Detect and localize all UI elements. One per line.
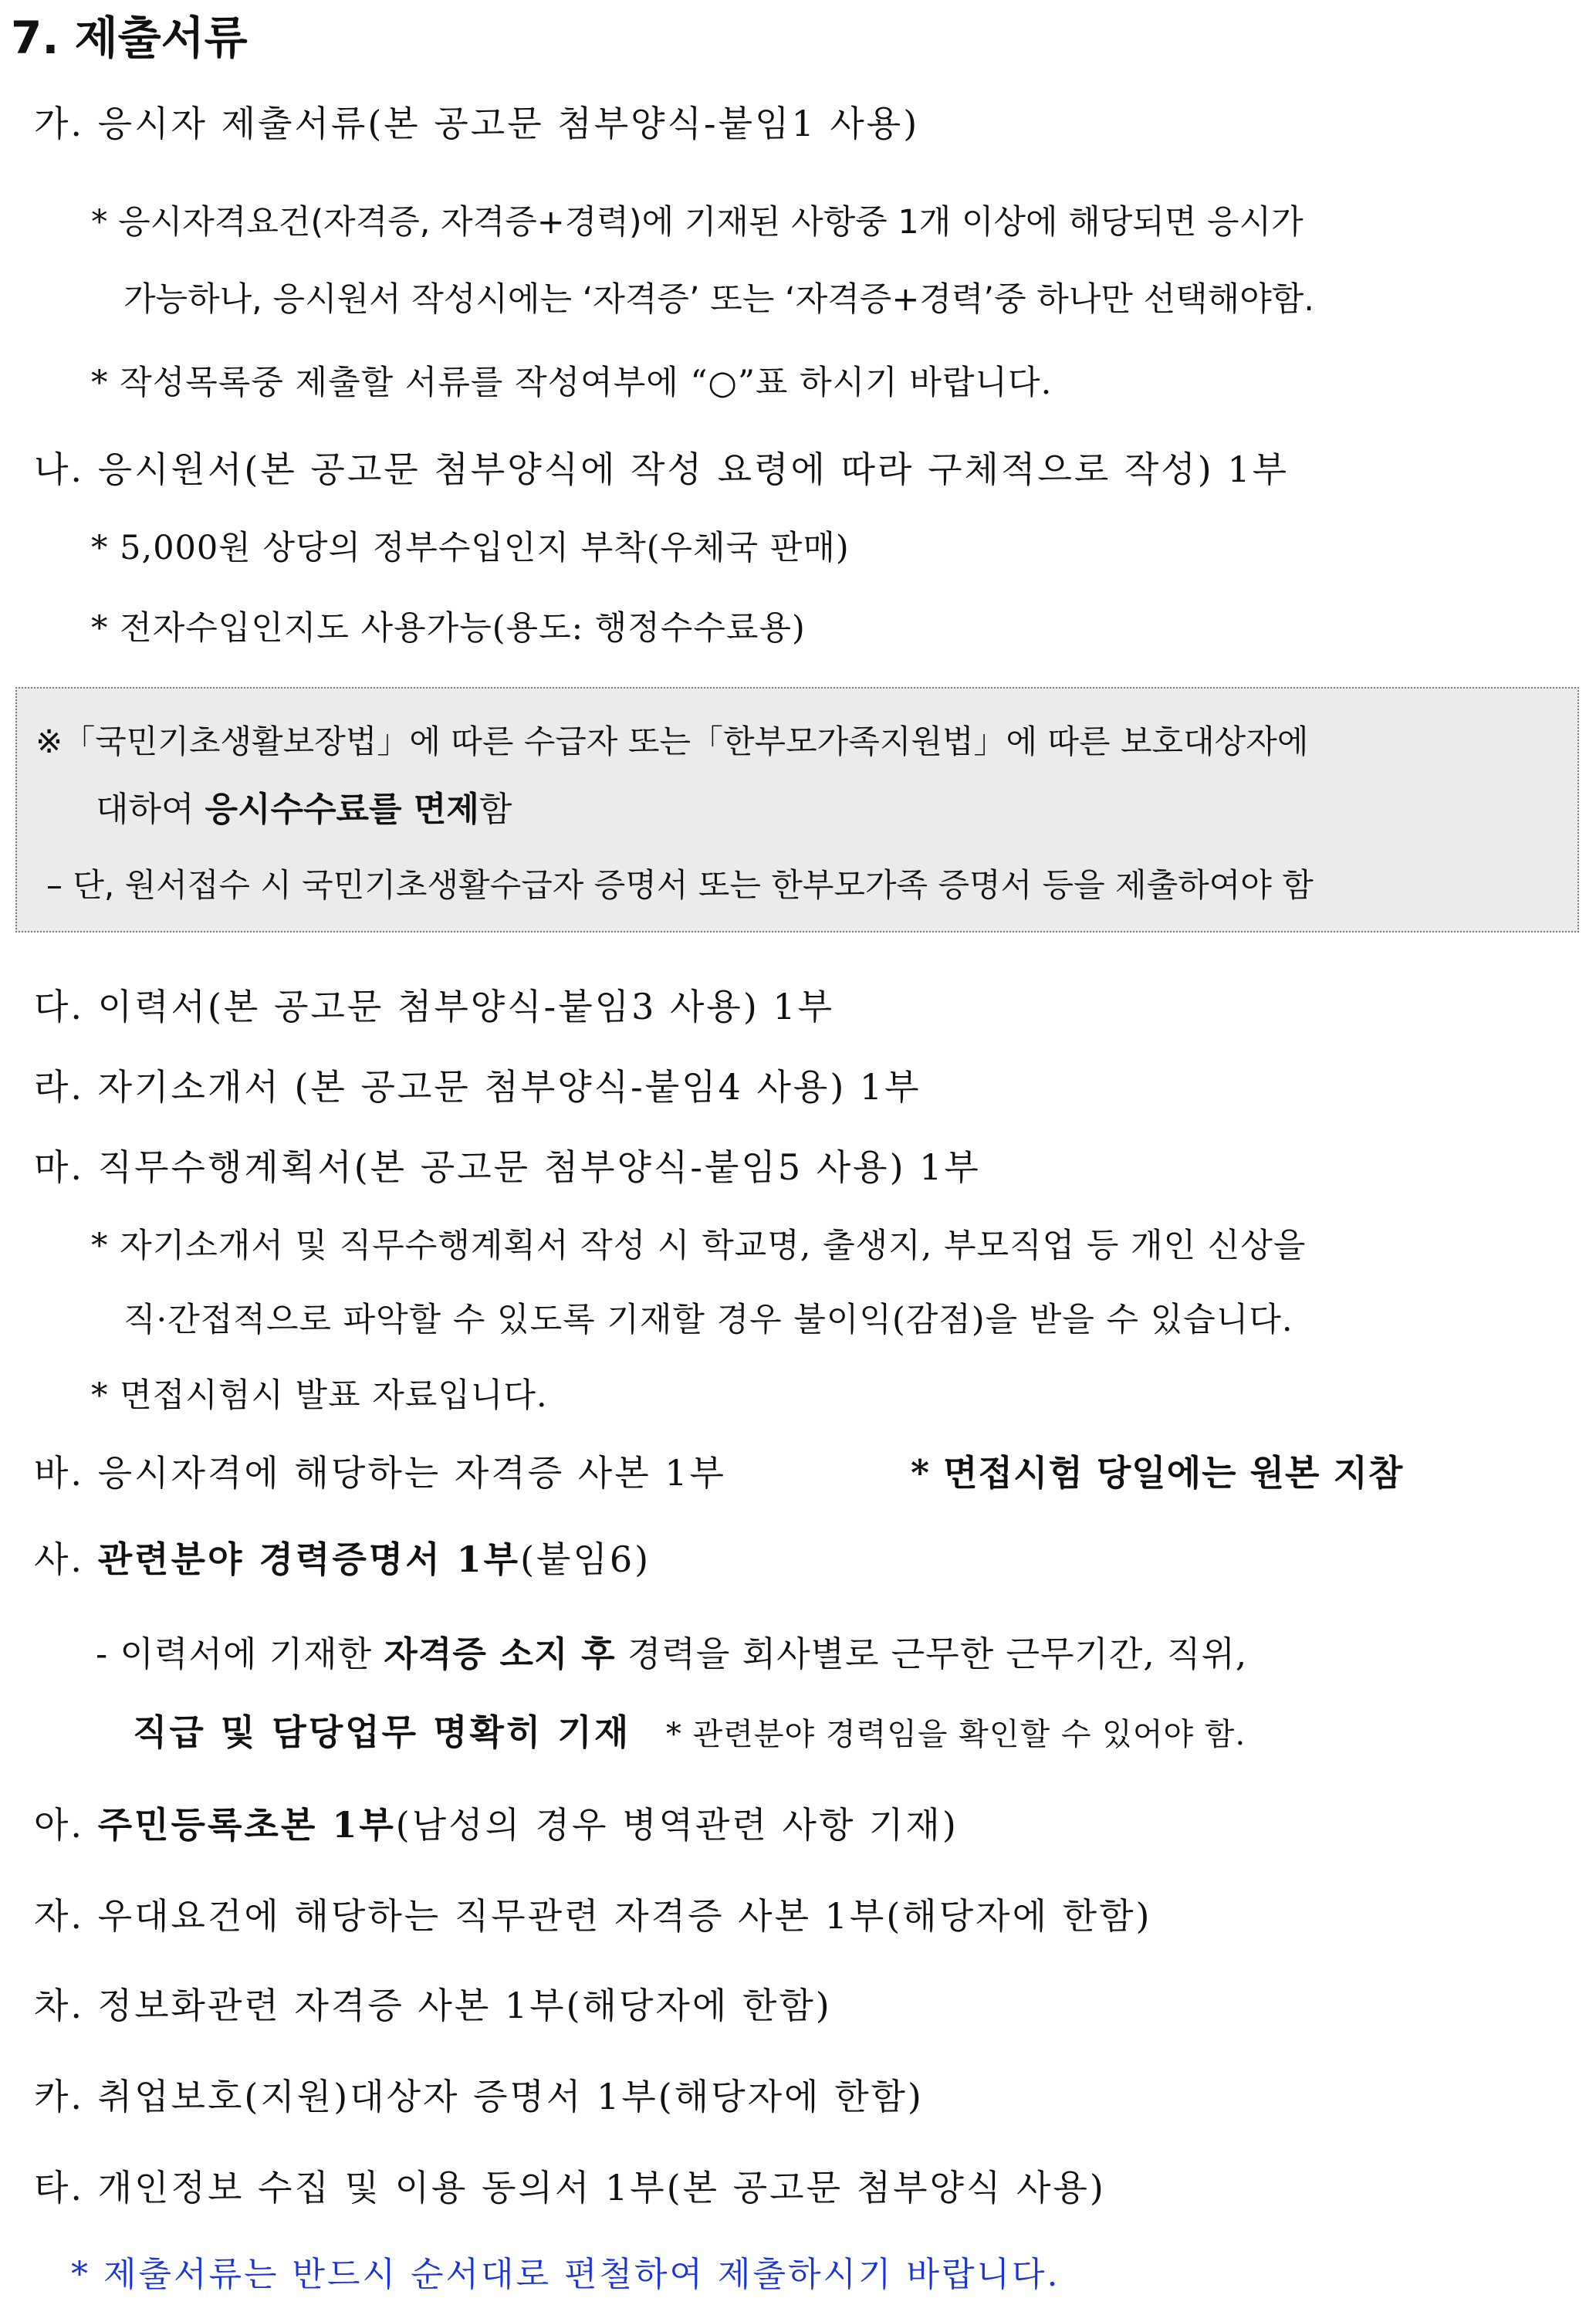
item-na-note-2: * 전자수입인지도 사용가능(용도: 행정수수료용) xyxy=(91,609,806,648)
item-ga-note-2: * 작성목록중 제출할 서류를 작성여부에 “○”표 하시기 바랍니다. xyxy=(91,364,1053,402)
exemption-fee-waiver-text: 응시수수료를 면제 xyxy=(205,790,479,829)
item-sa-detail-2-note: * 관련분야 경력임을 확인할 수 있어야 함. xyxy=(665,1717,1246,1752)
item-sa-detail-2-bold: 직급 및 담당업무 명확히 기재 xyxy=(133,1711,631,1753)
exemption-line-2-prefix: 대하여 xyxy=(96,790,205,829)
item-ma-note-1-cont: 직·간접적으로 파악할 수 있도록 기재할 경우 불이익(감점)을 받을 수 있습니다. xyxy=(123,1301,1293,1339)
item-sa xyxy=(34,1532,651,1582)
item-ga-note-1: * 응시자격요건(자격증, 자격증+경력)에 기재된 사항중 1개 이상에 해당되면 응시가 xyxy=(91,203,1304,242)
exemption-line-2-suffix: 함 xyxy=(478,790,512,829)
item-ba-note: * 면접시험 당일에는 원본 지참 xyxy=(911,1452,1404,1494)
item-sa-detail-1a: - 이력서에 기재한 xyxy=(96,1633,384,1674)
item-a-bold: 주민등록초본 1부 xyxy=(97,1804,396,1846)
item-ga-note-1-cont: 가능하나, 응시원서 작성시에는 ‘자격증’ 또는 ‘자격증+경력’중 하나만 선택해야함. xyxy=(123,280,1314,319)
item-sa-detail-1 xyxy=(96,1626,1247,1676)
item-sa-prefix: 사. xyxy=(34,1538,98,1580)
section-title: 7. 제출서류 xyxy=(11,12,248,64)
exemption-note-box xyxy=(15,687,1579,932)
exemption-line-1: ※「국민기초생활보장법」에 따른 수급자 또는「한부모가족지원법」에 따른 보호대상자에 xyxy=(36,723,1309,760)
final-note: * 제출서류는 반드시 순서대로 편철하여 제출하시기 바랍니다. xyxy=(71,2255,1060,2294)
item-ka: 카. 취업보호(지원)대상자 증명서 1부(해당자에 한함) xyxy=(34,2076,924,2117)
item-na: 나. 응시원서(본 공고문 첨부양식에 작성 요령에 따라 구체적으로 작성) 1부 xyxy=(34,448,1290,490)
item-a-suffix: (남성의 경우 병역관련 사항 기재) xyxy=(395,1804,959,1846)
item-sa-suffix: (붙임6) xyxy=(520,1538,651,1580)
item-ma-note-1: * 자기소개서 및 직무수행계획서 작성 시 학교명, 출생지, 부모직업 등 개인 신상을 xyxy=(91,1227,1307,1265)
item-sa-bold: 관련분야 경력증명서 1부 xyxy=(97,1538,521,1580)
item-ba: 바. 응시자격에 해당하는 자격증 사본 1부 xyxy=(34,1452,726,1494)
exemption-line-2 xyxy=(96,781,512,831)
item-ra: 라. 자기소개서 (본 공고문 첨부양식-붙임4 사용) 1부 xyxy=(34,1066,921,1108)
exemption-line-3: – 단, 원서접수 시 국민기초생활수급자 증명서 또는 한부모가족 증명서 등을 제출하여야 함 xyxy=(46,866,1314,904)
item-a xyxy=(34,1797,959,1848)
item-sa-detail-1b: 자격증 소지 후 xyxy=(384,1633,616,1674)
item-ma-note-2: * 면접시험시 발표 자료입니다. xyxy=(91,1376,548,1415)
item-sa-detail-1c: 경력을 회사별로 근무한 근무기간, 직위, xyxy=(615,1633,1248,1674)
item-na-note-1: * 5,000원 상당의 정부수입인지 부착(우체국 판매) xyxy=(91,529,850,567)
item-da: 다. 이력서(본 공고문 첨부양식-붙임3 사용) 1부 xyxy=(34,986,835,1027)
item-ta: 타. 개인정보 수집 및 이용 동의서 1부(본 공고문 첨부양식 사용) xyxy=(34,2167,1106,2209)
item-ja: 자. 우대요건에 해당하는 직무관련 자격증 사본 1부(해당자에 한함) xyxy=(34,1895,1152,1937)
item-a-prefix: 아. xyxy=(34,1804,98,1846)
item-sa-detail-2 xyxy=(133,1704,1246,1755)
item-ma: 마. 직무수행계획서(본 공고문 첨부양식-붙임5 사용) 1부 xyxy=(34,1146,981,1188)
item-ga: 가. 응시자 제출서류(본 공고문 첨부양식-붙임1 사용) xyxy=(34,103,920,144)
item-cha: 차. 정보화관련 자격증 사본 1부(해당자에 한함) xyxy=(34,1985,832,2026)
